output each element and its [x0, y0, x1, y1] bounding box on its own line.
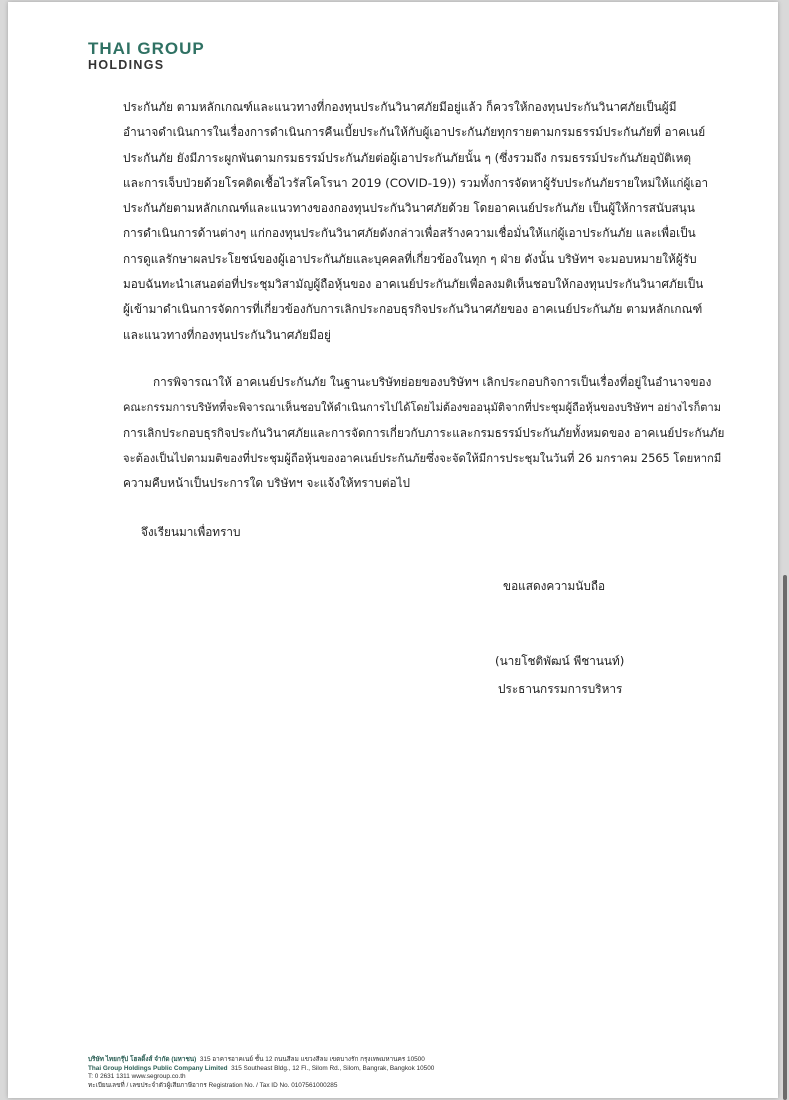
footer-registration: ทะเบียนเลขที่ / เลขประจำตัวผู้เสียภาษีอากร Registration No. / Tax ID No. 0107561000285	[88, 1081, 338, 1089]
paragraph-2	[123, 370, 725, 496]
closing-inform: จึงเรียนมาเพื่อทราบ	[141, 525, 241, 539]
footer-line-thai	[88, 1056, 434, 1065]
paragraph-1-line: การดูแลรักษาผลประโยชน์ของผู้เอาประกันภัยและบุคคลที่เกี่ยวข้องในทุก ๆ ฝ่าย ดังนั้น บริษัทฯ จะมอบหมายให้ผู้รับ	[123, 251, 697, 266]
paragraph-1-line: อำนาจดำเนินการในเรื่องการดำเนินการคืนเบี้ยประกันให้กับผู้เอาประกันภัยทุกรายตามกรมธรรม์ประกันภัยที่ อาคเนย์	[123, 125, 706, 140]
footer-address-thai: 315 อาคารอาคเนย์ ชั้น 12 ถนนสีลม แขวงสีลม เขตบางรัก กรุงเทพมหานคร 10500	[199, 1056, 425, 1063]
paragraph-1	[123, 95, 725, 348]
paragraph-2-line: การเลิกประกอบธุรกิจประกันวินาศภัยและการจัดการเกี่ยวกับภาระและกรมธรรม์ประกันภัยทั้งหมดของ อาคเนย์ประกันภัย	[123, 425, 725, 440]
footer-company-thai: บริษัท ไทยกรุ๊ป โฮลดิ้งส์ จำกัด (มหาชน)	[88, 1056, 197, 1063]
paragraph-1-line: ผู้เข้ามาดำเนินการจัดการที่เกี่ยวข้องกับการเลิกประกอบธุรกิจประกันวินาศภัยของ อาคเนย์ประกันภัย ตามหลักเกณฑ์	[123, 302, 703, 317]
paragraph-1-line: ประกันภัยตามหลักเกณฑ์และแนวทางของกองทุนประกันวินาศภัยด้วย โดยอาคเนย์ประกันภัย เป็นผู้ให้การสนับสนุน	[123, 201, 695, 216]
paragraph-2-line: การพิจารณาให้ อาคเนย์ประกันภัย ในฐานะบริษัทย่อยของบริษัทฯ เลิกประกอบกิจการเป็นเรื่องที่อยู่ในอำนาจของ	[153, 375, 712, 389]
paragraph-2-line: คณะกรรมการบริษัทที่จะพิจารณาเห็นชอบให้ดำเนินการไปได้โดยไม่ต้องขออนุมัติจากที่ประชุมผู้ถือหุ้นของบริษัทฯ อย่างไรก็ตาม	[123, 401, 721, 415]
paragraph-1-line: ประกันภัย ตามหลักเกณฑ์และแนวทางที่กองทุนประกันวินาศภัยมีอยู่แล้ว ก็ควรให้กองทุนประกันวินาศภัยเป็นผู้มี	[123, 100, 677, 114]
paragraph-1-line: ประกันภัย ยังมีภาระผูกพันตามกรมธรรม์ประกันภัยต่อผู้เอาประกันภัยนั้น ๆ (ซึ่งรวมถึง กรมธรรม์ประกันภัยอุบัติเหตุ	[123, 150, 692, 165]
vertical-scrollbar[interactable]	[783, 575, 787, 1100]
document-page	[8, 2, 778, 1098]
footer-contact: T: 0 2631 1311 www.segroup.co.th	[88, 1073, 186, 1081]
paragraph-1-line: การดำเนินการด้านต่างๆ แก่กองทุนประกันวินาศภัยดังกล่าวเพื่อสร้างความเชื่อมั่นให้แก่ผู้เอาประกันภัย และเพื่อเป็น	[123, 226, 696, 241]
paragraph-2-line: จะต้องเป็นไปตามมติของที่ประชุมผู้ถือหุ้นของอาคเนย์ประกันภัยซึ่งจะจัดให้มีการประชุมในวันที่ 26 มกราคม 2565 โดยหากมี	[123, 451, 722, 465]
letterhead-footer	[88, 1056, 434, 1090]
paragraph-1-line: มอบฉันทะนำเสนอต่อที่ประชุมวิสามัญผู้ถือหุ้นของ อาคเนย์ประกันภัยเพื่อลงมติเห็นชอบให้กองทุนประกันวินาศภัยเป็น	[123, 277, 704, 292]
footer-company-english: Thai Group Holdings Public Company Limited	[88, 1064, 228, 1072]
logo-line-1: THAI GROUP	[88, 39, 205, 58]
company-logo	[88, 40, 205, 73]
paragraph-2-line: ความคืบหน้าเป็นประการใด บริษัทฯ จะแจ้งให้ทราบต่อไป	[123, 476, 410, 491]
footer-address-english: 315 Southeast Bldg., 12 Fl., Silom Rd., Silom, Bangrak, Bangkok 10500	[231, 1064, 435, 1072]
closing-regards: ขอแสดงความนับถือ	[503, 579, 606, 593]
signer-title: ประธานกรรมการบริหาร	[498, 682, 623, 696]
logo-line-2: HOLDINGS	[88, 58, 165, 72]
signer-name: (นายโชติพัฒน์ พีชานนท์)	[495, 654, 625, 668]
paragraph-1-line: และแนวทางที่กองทุนประกันวินาศภัยมีอยู่	[123, 327, 331, 342]
footer-line-english	[88, 1065, 434, 1074]
paragraph-1-line: และการเจ็บป่วยด้วยโรคติดเชื้อไวรัสโคโรนา 2019 (COVID-19)) รวมทั้งการจัดหาผู้รับประกันภัยรายใหม่ให้แก่ผู้เอา	[123, 175, 709, 190]
